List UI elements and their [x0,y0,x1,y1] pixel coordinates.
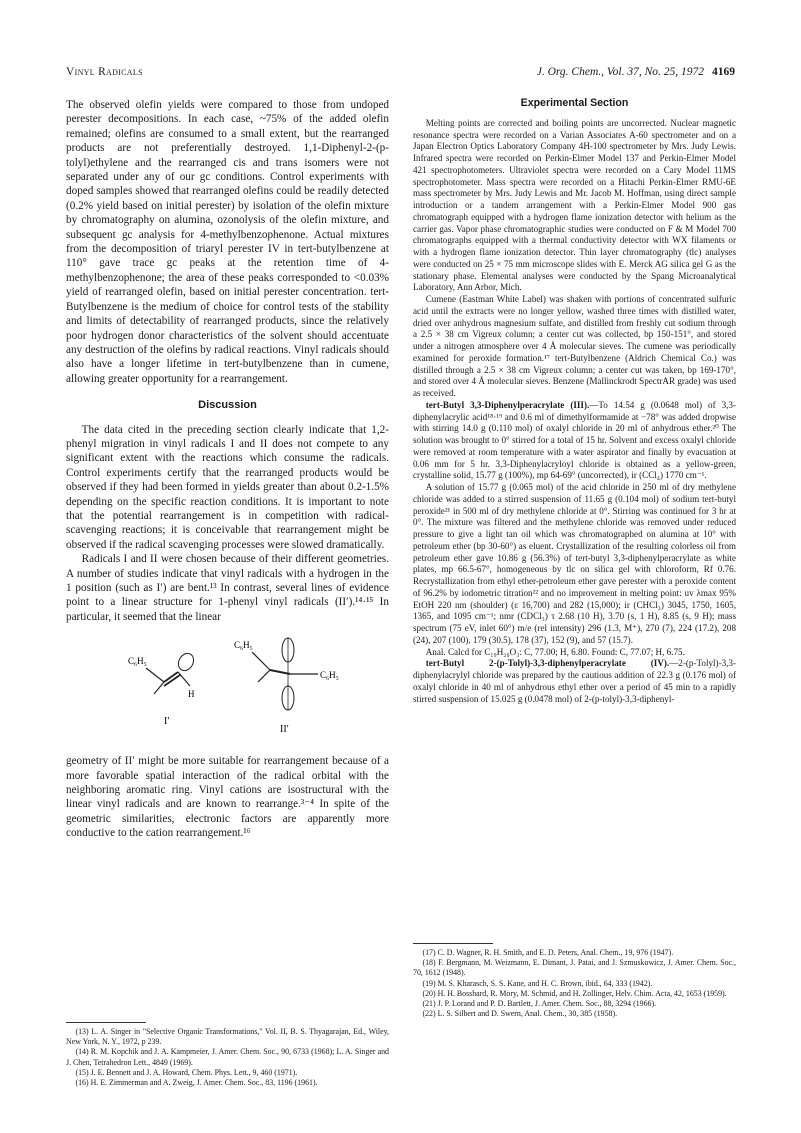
radical-orbital-left [175,651,196,674]
compound-iv-text: —2-(p-Tolyl)-3,3-diphenylacrylyl chloride was prepared by the cautious addition of 22.3 g (0.176 mol) of oxalyl chloride in 40 ml of anhydrous ethyl ether over a period of 45 min to a rapidly stirred suspension of 15.025 g (0.0478 mol) of 2-(p-tolyl)-3,3-diphenyl- [413,658,736,704]
results-paragraph: The observed olefin yields were compared to those from undoped perester decompositions. In each case, ~75% of the added olefin remained; olefins are consumed to a small extent, but the rearranged products are not preferentially destroyed. 1,1-Diphenyl-2-(p-tolyl)ethylene and the rearranged cis and trans isomers were not separated under any of our gc conditions. Control experiments with doped samples showed that rearranged olefins could be readily detected (0.2% yield based on initial perester) by isolation of the olefin mixture by chromatography on alumina, ozonolysis of the olefin mixture, and subsequent gc analysis for 4-methylbenzophenone. Actual mixtures from the decomposition of triaryl perester IV in tert-butylbenzene at 110° gave trace gc peaks at the retention time of 4-methylbenzophenone; the area of these peaks corresponded to <0.03% yield of rearranged olefin, based on initial perester concentration. tert-Butylbenzene is the medium of choice for control tests of the stability and limits of detectability of rearranged products, since the relatively poor hydrogen donor characteristics of the solvent should accentuate any destruction of the olefins by radical reactions. Vinyl radicals should also have a longer lifetime in tert-butylbenzene than in cumene, allowing greater opportunity for a rearrangement. [66,99,389,385]
footnote-17: (17) C. D. Wagner, R. H. Smith, and E. D. Peters, Anal. Chem., 19, 976 (1947). [422,948,674,957]
experimental-paragraph-2: Cumene (Eastman White Label) was shaken with portions of concentrated sulfuric acid until the extracts were no longer yellow, washed three times with distilled water, dried over anhydrous magnesium sulfate, and distilled from freshly cut sodium through a 2.5 × 38 cm Vigreux column; a center cut was collected, bp 150-151°, and stored under a nitrogen atmosphere over 4 Å molecular sieves. The cumene was periodically examined for peroxide formation.¹⁷ tert-Butylbenzene (Aldrich Chemical Co.) was distilled through a 2.5 × 38 cm Vigreux column; a center cut was taken, bp 169-170°, and stored over 4 Å molecular sieves. Benzene (Mallinckrodt SpectrAR grade) was used as received. [413,294,736,398]
journal-name: J. Org. Chem., Vol. 37, No. 25, 1972 [536,66,704,78]
footnote-14: (14) R. M. Kopchik and J. A. Kampmeier, J. Amer. Chem. Soc., 90, 6733 (1968); L. A. Singer and J. Chen, Tetrahedron Lett., 4849 (1969). [66,1047,389,1067]
bond-lower-left [154,682,164,694]
compound-iii-heading: tert-Butyl 3,3-Diphenylperacrylate (III). [425,399,590,410]
left-column [66,98,389,841]
structure-i-prime [128,651,197,727]
c6h5-label-top: C₆H₅ [234,640,253,651]
footnote-19: (19) M. S. Kharasch, S. S. Kane, and H. C. Brown, ibid., 64, 333 (1942). [422,978,653,988]
footnote-rule-right [413,943,493,944]
left-footnotes [66,1022,389,1088]
discussion-paragraph-2: Radicals I and II were chosen because of their different geometries. A number of studies indicate that vinyl radicals with a hydrogen in the 1 position (such as I′) are bent.¹³ In contrast, several lines of evidence point to a linear structure for 1-phenyl vinyl radicals (II′).¹⁴·¹⁵ In particular, it seemed that the linear [66,553,389,623]
footnote-21: (21) J. P. Lorand and P. D. Bartlett, J. Amer. Chem. Soc., 88, 3294 (1966). [422,999,657,1009]
journal-citation [537,66,735,78]
running-head [66,66,735,82]
bond-lower-left-ii [258,670,270,682]
experimental-paragraph-3 [413,400,736,482]
experimental-paragraph-4: A solution of 15.77 g (0.065 mol) of the acid chloride in 250 ml of dry methylene chloride was added to a stirred suspension of 11.65 g (0.104 mol) of sodium tert-butyl peroxide²¹ in 500 ml of dry methylene chloride at 0°. Stirring was continued for 3 hr at 0°. The mixture was filtered and the methylene chloride was removed under reduced pressure to give a light tan oil which was chromatographed on alumina at 10° with petroleum ether (bp 30-60°) as eluent. Crystallization of the resulting colorless oil from petroleum ether gave 10.86 g (56.3%) of tert-butyl 3,3-diphenylperacrylate as white plates, mp 66.5-67°, homogeneous by tlc on silica gel with chloroform, Rf 0.76. Recrystallization from ethyl ether-petroleum ether gave perester with a peroxide content of 96.2% by iodometric titration²² and no improvement in melting point: uv λmax 95% EtOH 220 nm (shoulder) (ε 16,700) and 282 (15,000); ir (CHCl₃) 3045, 1750, 1605, 1365, and 1095 cm⁻¹; nmr (CDCl₃) τ 2.68 (10 H), 3.70 (s, 1 H), 8.85 (s, 9 H); mass spectrum (75 eV, inlet 60°) m/e (rel intensity) 296 (1.3, M⁺), 270 (7), 224 (17.2), 208 (24), 207 (100), 179 (30.5), 178 (37), 152 (9), and 57 (15.7). [413,482,736,645]
footnote-20: (20) H. H. Bosshard, R. Mory, M. Schmid, and H. Zollinger, Helv. Chim. Acta, 42, 1653 (1959). [422,988,727,998]
central-bond [270,670,290,674]
footnote-22: (22) L. S. Silbert and D. Swern, Anal. Chem., 30, 385 (1958). [422,1009,618,1019]
discussion-paragraph-1: The data cited in the preceding section clearly indicate that 1,2-phenyl migration in vinyl radicals I and II does not compete to any significant extent with the reactions which consume the radicals. Control experiments certify that the rearranged products would be observed if they had been formed in yields greater than about 0.2-1.5% depending on the specific reaction conditions. It is important to note that the potential rearrangement is in competition with radical-scavenging reactions; it is conceivable that rearrangement might be observed if the radical scavenging processes were slowed dramatically. [66,423,389,551]
label-i-prime: I′ [164,716,170,728]
bond-h [178,672,190,686]
compound-iii-text: —To 14.54 g (0.0648 mol) of 3,3-diphenylacrylic acid¹⁸·¹⁹ and 0.6 ml of dimethylformamide at −78° was added dropwise with stirring 14.0 g (0.110 mol) of oxalyl chloride in 20 ml of anhydrous ether.²⁰ The solution was brought to 0° stirred for a total of 15 hr. Solvent and excess oxalyl chloride were removed at room temperature with a water aspirator and finally by evacuation at 0.06 mm for 5 hr. 3,3-Diphenylacryloyl chloride is obtained as a yellow-green, crystalline solid, 15.77 g (100%), mp 64-69° (uncorrected), ir (CCl₄) 1770 cm⁻¹. [413,399,736,481]
right-column [413,98,736,705]
structure-ii-prime [234,638,339,735]
footnote-16: (16) H. E. Zimmerman and A. Zweig, J. Amer. Chem. Soc., 83, 1196 (1961). [75,1078,318,1088]
c6h5-label-right: C₆H₅ [320,670,339,681]
bond-phenyl-left [146,668,164,682]
discussion-heading: Discussion [198,399,257,412]
c6h5-label-left: C₆H₅ [128,656,147,667]
compound-iv-heading: tert-Butyl 2-(p-Tolyl)-3,3-diphenylperacrylate (IV). [425,658,670,669]
analysis-paragraph: Anal. Calcd for C₁₉H₂₀O₃: C, 77.00; H, 6.80. Found: C, 77.07; H, 6.75. [425,646,685,657]
right-footnotes [413,943,736,1019]
page-number: 4169 [712,66,735,78]
footnote-13: (13) L. A. Singer in "Selective Organic Transformations," Vol. II, B. S. Thyagarajan, Ed., Wiley, New York, N. Y., 1972, p 239. [66,1027,389,1047]
bond-top-phenyl [252,652,270,670]
running-head-title: Vinyl Radicals [66,66,143,78]
footnote-18: (18) F. Bergmann, M. Weizmann, E. Dimant, J. Patai, and J. Szmuskowicz, J. Amer. Chem. Soc., 70, 1612 (1948). [413,958,736,978]
footnote-15: (15) J. E. Bennett and J. A. Howard, Chem. Phys. Lett., 9, 460 (1971). [75,1067,298,1077]
footnote-rule-left [66,1022,146,1023]
discussion-paragraph-3: geometry of II′ might be more suitable for rearrangement because of a more favorable spatial interaction of the radical orbital with the neighboring aromatic ring. Vinyl cations are isostructural with the linear vinyl radicals and are known to rearrange.³⁻⁴ In spite of the geometric similarities, electronic factors are apparently more conductive to the cation rearrangement.¹⁶ [66,755,389,840]
h-label: H [188,689,195,700]
radical-structures-svg [66,628,389,748]
label-ii-prime: II′ [280,724,289,736]
experimental-paragraph-1: Melting points are corrected and boiling points are uncorrected. Nuclear magnetic resonance spectra were recorded on a Varian Associates A-60 spectrometer and on a Japan Electron Optics Laboratory Company 4H-100 spectrometer by Mrs. Judy Lewis. Infrared spectra were recorded on Perkin-Elmer Model 137 and Perkin-Elmer Model 421 spectrophotometers. Ultraviolet spectra were recorded on a Cary Model 11MS spectrophotometer. Mass spectra were recorded on a Hitachi Perkin-Elmer RMU-6E mass spectrometer by Mrs. Judy Lewis and Mr. Jacob M. Hoffman, using direct sample introduction or a tandem arrangement with a Perkin-Elmer Model 900 gas chromatograph equipped with a hydrogen flame ionization detector with helium as the carrier gas. Vapor phase chromatographic studies were conducted on F & M Model 700 chromatographs equipped with a thermal conductivity detector with WX filaments or with a hydrogen flame ionization detector. Thin layer chromatography (tlc) analyses were conducted on 25 × 75 mm microscope slides with E. Merck AG silica gel G as the stationary phase. Elemental analyses were conducted by the Spang Microanalytical Laboratory, Ann Arbor, Mich. [413,117,736,293]
radical-structures-figure [66,628,389,748]
experimental-paragraph-6 [413,658,736,705]
experimental-heading: Experimental Section [520,97,629,109]
